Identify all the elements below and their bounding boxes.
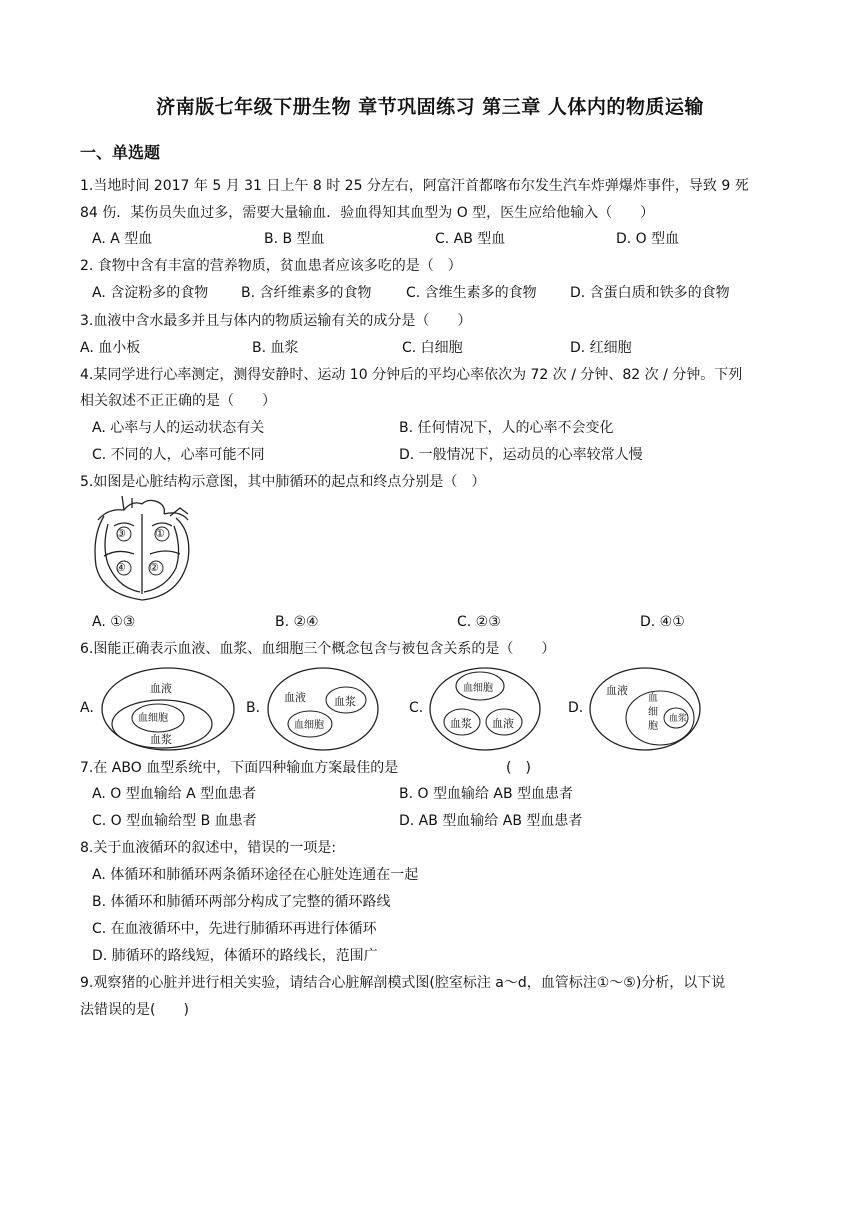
venn-d-label-cells-3: 胞 xyxy=(648,721,658,732)
q1-option-b: B. B 型血 xyxy=(264,231,325,247)
q3-option-c: C. 白细胞 xyxy=(402,340,463,356)
q8-option-b: B. 体循环和肺循环两部分构成了完整的循环路线 xyxy=(92,894,391,910)
q4-option-a: A. 心率与人的运动状态有关 xyxy=(92,420,265,436)
venn-a-label-blood: 血液 xyxy=(150,682,172,695)
q5-stem: 5.如图是心脏结构示意图，其中肺循环的起点和终点分别是（ ） xyxy=(80,474,486,490)
q3-option-d: D. 红细胞 xyxy=(570,340,632,356)
q1-stem-line1: 1.当地时间 2017 年 5 月 31 日上午 8 时 25 分左右，阿富汗首都喀布尔发生汽车炸弹爆炸事件，导致 9 死 xyxy=(80,178,749,194)
q2-stem: 2. 食物中含有丰富的营养物质，贫血患者应该多吃的是（ ） xyxy=(80,258,462,274)
venn-b-label-cells: 血细胞 xyxy=(294,720,324,731)
q5-option-d: D. ④① xyxy=(640,614,685,630)
q1-option-c: C. AB 型血 xyxy=(435,231,506,247)
q6-option-c: C. xyxy=(409,700,424,716)
heart-structure-diagram xyxy=(84,496,196,606)
venn-d-label-blood: 血液 xyxy=(606,684,628,697)
page-title: 济南版七年级下册生物 章节巩固练习 第三章 人体内的物质运输 xyxy=(156,96,704,118)
q2-option-b: B. 含纤维素多的食物 xyxy=(241,285,372,301)
q4-option-d: D. 一般情况下，运动员的心率较常人慢 xyxy=(399,447,643,463)
venn-d-label-cells-2: 细 xyxy=(648,707,658,718)
venn-c-label-plasma: 血浆 xyxy=(450,717,472,730)
q1-option-d: D. O 型血 xyxy=(616,231,680,247)
heart-label-4: ④ xyxy=(116,561,126,574)
q3-stem: 3.血液中含水最多并且与体内的物质运输有关的成分是（ ） xyxy=(80,313,472,329)
venn-d-label-cells-1: 血 xyxy=(648,693,658,704)
q7-stem: 7.在 ABO 血型系统中，下面四种输血方案最佳的是 xyxy=(80,760,399,776)
q9-stem-line2: 法错误的是( ) xyxy=(80,1002,189,1018)
q2-option-d: D. 含蛋白质和铁多的食物 xyxy=(570,285,730,301)
q7-option-a: A. O 型血输给 A 型血患者 xyxy=(92,786,257,802)
q7-bracket: ( ) xyxy=(506,760,531,776)
q2-option-c: C. 含维生素多的食物 xyxy=(406,285,537,301)
section-heading: 一、单选题 xyxy=(80,143,161,162)
q1-stem-line2: 84 伤．某伤员失血过多，需要大量输血．验血得知其血型为 O 型，医生应给他输入（ ） xyxy=(80,205,655,221)
q4-stem-line2: 相关叙述不正正确的是（ ） xyxy=(80,393,276,409)
venn-a-label-cells: 血细胞 xyxy=(138,713,168,724)
venn-b-label-blood: 血液 xyxy=(284,691,306,704)
q2-option-a: A. 含淀粉多的食物 xyxy=(92,285,209,301)
q8-option-d: D. 肺循环的路线短，体循环的路线长，范围广 xyxy=(92,948,378,964)
venn-a-label-plasma: 血浆 xyxy=(150,733,172,746)
venn-d-label-plasma: 血浆 xyxy=(669,714,688,724)
q4-stem-line1: 4.某同学进行心率测定，测得安静时、运动 10 分钟后的平均心率依次为 72 次 / 分钟、82 次 / 分钟。下列 xyxy=(80,367,743,383)
heart-label-3: ③ xyxy=(116,527,126,540)
q6-option-d: D. xyxy=(568,700,584,716)
q4-option-b: B. 任何情况下，人的心率不会变化 xyxy=(399,420,614,436)
q9-stem-line1: 9.观察猪的心脏并进行相关实验，请结合心脏解剖模式图(腔室标注 a～d，血管标注①～⑤)分析，以下说 xyxy=(80,975,726,991)
q5-option-a: A. ①③ xyxy=(92,614,136,630)
heart-label-2: ② xyxy=(149,561,159,574)
venn-c-label-blood: 血液 xyxy=(492,717,514,730)
heart-label-1: ① xyxy=(155,527,165,540)
q8-option-c: C. 在血液循环中，先进行肺循环再进行体循环 xyxy=(92,921,377,937)
q7-option-b: B. O 型血输给 AB 型血患者 xyxy=(399,786,574,802)
q8-stem: 8.关于血液循环的叙述中，错误的一项是: xyxy=(80,840,337,856)
q5-option-c: C. ②③ xyxy=(457,614,501,630)
venn-c-label-cells: 血细胞 xyxy=(463,683,493,694)
q1-option-a: A. A 型血 xyxy=(92,231,153,247)
q3-option-a: A. 血小板 xyxy=(80,340,141,356)
q7-option-c: C. O 型血输给型 B 血患者 xyxy=(92,813,257,829)
q6-stem: 6.图能正确表示血液、血浆、血细胞三个概念包含与被包含关系的是（ ） xyxy=(80,641,556,657)
q3-option-b: B. 血浆 xyxy=(252,340,299,356)
q7-option-d: D. AB 型血输给 AB 型血患者 xyxy=(399,813,583,829)
q5-option-b: B. ②④ xyxy=(275,614,319,630)
q4-option-c: C. 不同的人，心率可能不同 xyxy=(92,447,265,463)
venn-diagram-b xyxy=(266,666,380,752)
q6-option-b: B. xyxy=(246,700,261,716)
q6-option-a: A. xyxy=(80,700,94,716)
q8-option-a: A. 体循环和肺循环两条循环途径在心脏处连通在一起 xyxy=(92,867,419,883)
venn-b-label-plasma: 血浆 xyxy=(334,695,356,708)
